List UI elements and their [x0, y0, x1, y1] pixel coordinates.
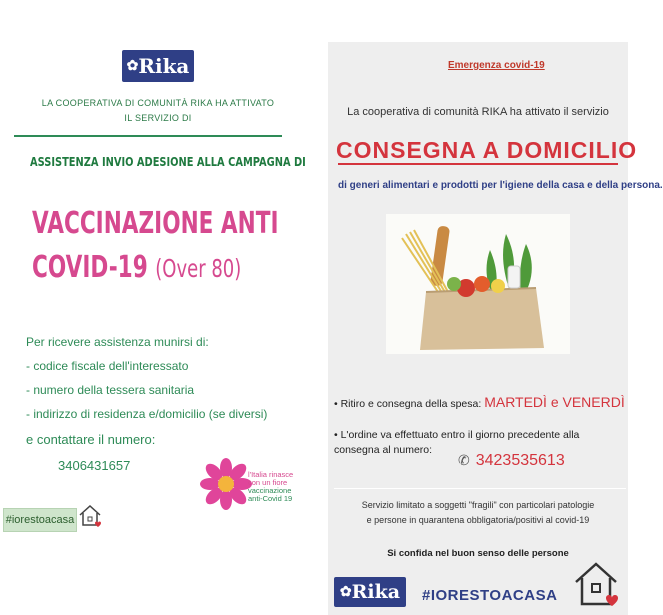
instruction-item: - codice fiscale dell'interessato: [26, 359, 189, 373]
logo-mark-icon: ✿: [339, 584, 350, 600]
divider: [14, 135, 282, 137]
pickup-info: [334, 394, 625, 410]
rika-logo: [334, 577, 406, 607]
emergency-header: Emergenza covid-19: [448, 60, 545, 71]
vaccination-title-line2: [32, 246, 278, 291]
delivery-subtitle: di generi alimentari e prodotti per l'igiene della casa e della persona.: [338, 180, 663, 191]
house-heart-icon: [78, 503, 102, 529]
logo-text: Rika: [138, 54, 190, 78]
assist-heading: ASSISTENZA INVIO ADESIONE ALLA CAMPAGNA DI: [30, 155, 306, 169]
contact-label: e contattare il numero:: [26, 432, 156, 447]
vaccination-title: [32, 202, 278, 291]
intro-text: LA COOPERATIVA DI COMUNITÀ RIKA HA ATTIVATO IL SERVIZIO DI: [41, 98, 275, 123]
iorestoacasa-tag: #iorestoacasa: [3, 508, 77, 532]
service-note: Servizio limitato a soggetti "fragili" con particolari patologie e persone in quarantena obbligatoria/positivi al covid-19: [361, 500, 595, 525]
delivery-flyer: [328, 42, 663, 615]
delivery-phone: [458, 452, 565, 470]
covid-label: COVID-19: [32, 250, 148, 285]
house-heart-icon: [572, 558, 624, 610]
logo-text: Rika: [351, 581, 401, 603]
coop-text: La cooperativa di comunità RIKA ha attivato il servizio: [347, 106, 609, 118]
logo-mark-icon: ✿: [126, 58, 137, 74]
instruction-item: Per ricevere assistenza munirsi di:: [26, 335, 209, 349]
instruction-item: - indirizzo di residenza e/domicilio (se diversi): [26, 407, 268, 421]
flower-icon: [200, 458, 252, 510]
over80-label: (Over 80): [155, 254, 242, 283]
vaccination-title-line1: VACCINAZIONE ANTI: [32, 206, 279, 241]
flower-caption: l'Italia rinasce con un fiore vaccinazione anti-Covid 19: [248, 470, 294, 503]
iorestoacasa-hashtag: #IORESTOACASA: [422, 587, 558, 604]
vaccination-flyer: [0, 0, 312, 615]
divider: [334, 488, 626, 489]
trust-note: Si confida nel buon senso delle persone: [387, 548, 569, 559]
order-line1: • L'ordine va effettuato entro il giorno precedente alla: [334, 429, 580, 441]
pickup-label: • Ritiro e consegna della spesa:: [334, 398, 482, 410]
instructions-list: [26, 330, 267, 426]
delivery-title: CONSEGNA A DOMICILIO: [336, 137, 638, 163]
title-underline: [338, 163, 618, 165]
instruction-item: - numero della tessera sanitaria: [26, 383, 195, 397]
phone-icon: ✆: [458, 452, 470, 468]
order-line2: consegna al numero:: [334, 444, 433, 456]
delivery-phone-number: 3423535613: [475, 452, 565, 469]
pickup-days: MARTEDÌ e VENERDÌ: [484, 394, 625, 410]
grocery-bag-image: [386, 214, 570, 354]
rika-logo: [122, 50, 194, 82]
phone-number: 3406431657: [58, 458, 131, 473]
